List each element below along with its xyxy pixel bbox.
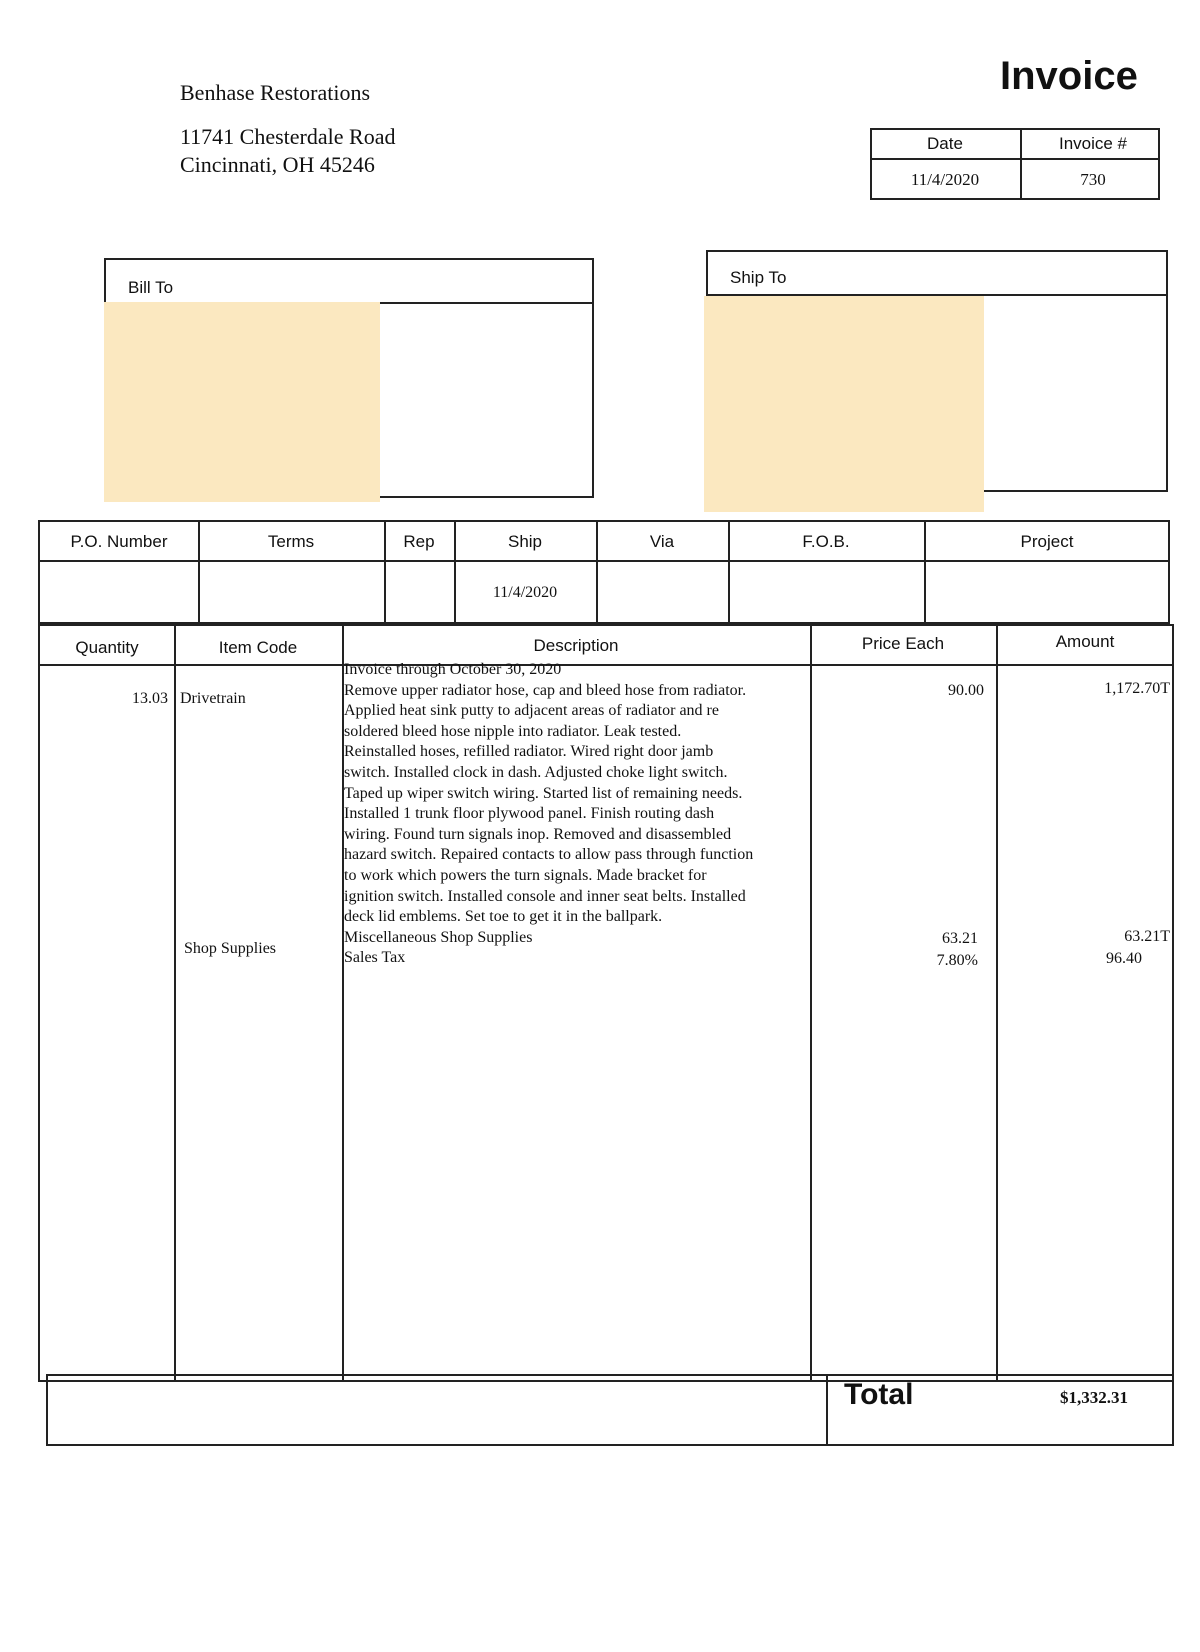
description-line: hazard switch. Repaired contacts to allow pass through function (344, 846, 754, 864)
description-line: Installed 1 trunk floor plywood panel. Finish routing dash (344, 805, 715, 823)
ship-to-box (706, 250, 1168, 492)
ship-header: Ship (507, 532, 543, 551)
item-code-drivetrain: Drivetrain (180, 690, 246, 707)
po-number-header: P.O. Number (70, 532, 168, 551)
invoice-number-label: Invoice # (1058, 134, 1128, 153)
quantity-header: Quantity (75, 638, 139, 657)
ship-to-redaction (704, 296, 984, 512)
bill-to-redaction (104, 302, 380, 502)
invoice-number: 730 (1080, 170, 1106, 189)
total-value: $1,332.31 (1060, 1388, 1128, 1407)
total-label: Total (844, 1378, 914, 1411)
description-line: Reinstalled hoses, refilled radiator. Wired right door jamb (344, 743, 714, 761)
via-header: Via (649, 532, 675, 551)
price-drivetrain: 90.00 (948, 682, 984, 699)
bill-to-label: Bill To (128, 278, 174, 297)
description-line: Miscellaneous Shop Supplies (344, 928, 533, 946)
amount-header: Amount (1055, 632, 1115, 651)
fob-header: F.O.B. (802, 532, 850, 551)
date-label: Date (927, 134, 963, 153)
terms-header: Terms (267, 532, 315, 551)
description-line: soldered bleed hose nipple into radiator. Leak tested. (344, 722, 682, 740)
quantity-value: 13.03 (132, 690, 168, 707)
description-line: wiring. Found turn signals inop. Removed and disassembled (344, 825, 732, 843)
description-line: Taped up wiper switch wiring. Started list of remaining needs. (344, 784, 743, 802)
description-line: ignition switch. Installed console and inner seat belts. Installed (344, 887, 746, 905)
item-code-header: Item Code (218, 638, 298, 657)
description-line: Sales Tax (344, 949, 406, 967)
description-line: deck lid emblems. Set toe to get it in the ballpark. (344, 908, 663, 926)
price-each-header: Price Each (861, 634, 945, 653)
document-title: Invoice (1000, 54, 1138, 98)
description-line: switch. Installed clock in dash. Adjusted choke light switch. (344, 763, 728, 781)
price-shop-supplies: 63.21 (942, 930, 978, 947)
description-line: Invoice through October 30, 2020 (344, 661, 562, 678)
company-name: Benhase Restorations (180, 80, 371, 105)
description-line: Remove upper radiator hose, cap and bleed hose from radiator. (344, 681, 747, 699)
amount-drivetrain: 1,172.70T (1104, 680, 1170, 697)
description-header: Description (533, 636, 619, 655)
total-row (46, 1374, 1174, 1446)
invoice-date: 11/4/2020 (910, 170, 980, 189)
amount-shop-supplies: 63.21T (1124, 928, 1170, 945)
ship-to-label: Ship To (730, 268, 787, 287)
item-description (344, 660, 804, 969)
company-address-line1: 11741 Chesterdale Road (180, 124, 396, 149)
invoice-meta-box (870, 128, 1160, 200)
company-address-line2: Cincinnati, OH 45246 (180, 152, 375, 177)
description-line: to work which powers the turn signals. Made bracket for (344, 866, 707, 884)
rep-header: Rep (403, 532, 435, 551)
amount-sales-tax: 96.40 (1106, 950, 1142, 967)
bill-to-box (104, 258, 594, 498)
order-info-table (38, 520, 1170, 624)
ship-date: 11/4/2020 (492, 584, 558, 601)
price-sales-tax: 7.80% (936, 952, 978, 969)
item-code-shop-supplies: Shop Supplies (184, 940, 277, 957)
description-line: Applied heat sink putty to adjacent areas of radiator and re (344, 702, 719, 720)
project-header: Project (1020, 532, 1074, 551)
